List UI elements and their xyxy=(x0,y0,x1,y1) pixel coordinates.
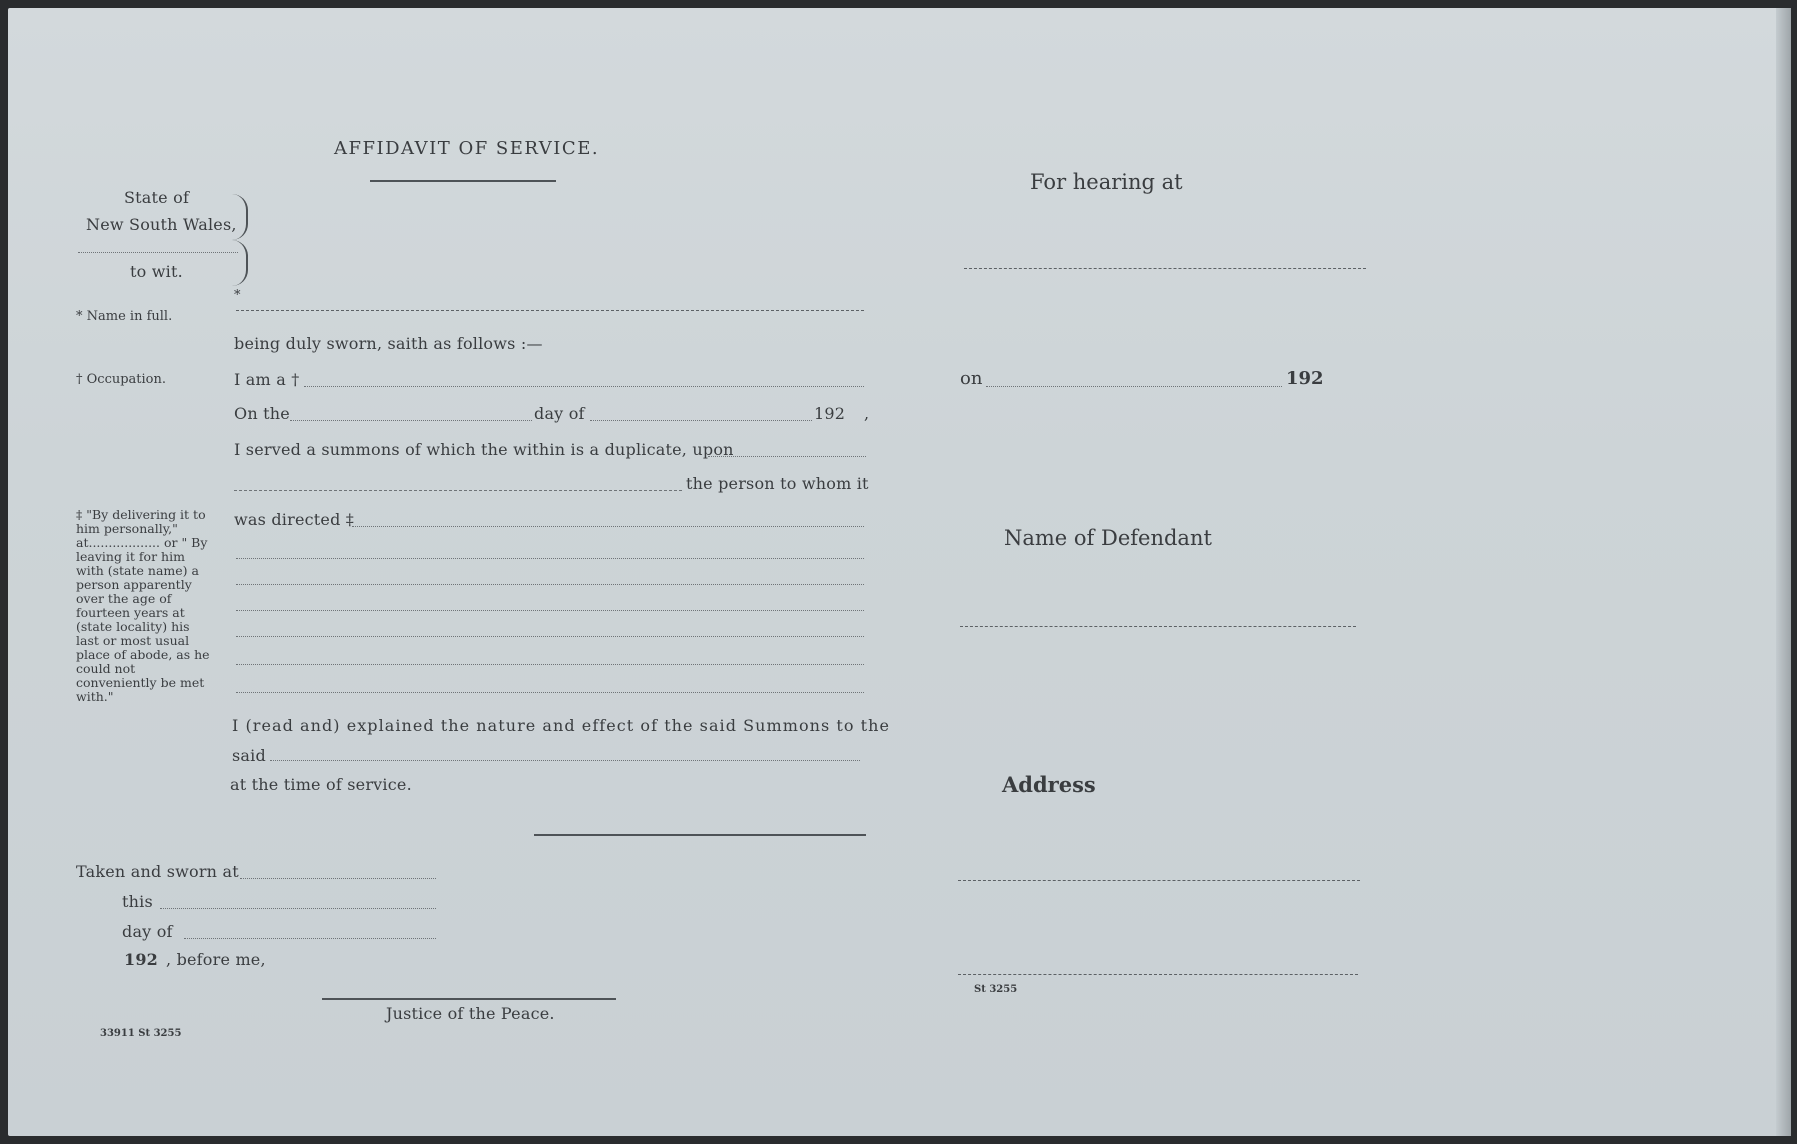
hearing-label: For hearing at xyxy=(1030,170,1183,194)
iama-text: I am a † xyxy=(234,370,300,389)
day-field[interactable] xyxy=(290,420,532,421)
explained-text: I (read and) explained the nature and effect of the said Summons to the xyxy=(232,716,891,735)
defendant-label: Name of Defendant xyxy=(1004,526,1212,550)
before-text: , before me, xyxy=(166,950,266,969)
said-text: said xyxy=(232,746,266,765)
title-underline xyxy=(370,180,556,182)
service-line-4[interactable] xyxy=(236,636,864,637)
directed-field[interactable] xyxy=(352,526,864,527)
jurisdiction-line1: State of xyxy=(124,188,190,207)
taken-text: Taken and sworn at xyxy=(76,862,239,881)
person-text: the person to whom it xyxy=(686,474,869,493)
note-name: * Name in full. xyxy=(76,309,173,324)
said-field[interactable] xyxy=(270,760,860,761)
hearing-field[interactable] xyxy=(964,268,1366,269)
time-text: at the time of service. xyxy=(230,775,412,794)
day-of-2-text: day of xyxy=(122,922,173,941)
jurisdiction-blank[interactable] xyxy=(78,252,238,253)
note-service: ‡ "By delivering it to him personally," at.................. or " By leaving it for him with (state name) a person apparently over the age of fourteen years at (state locality) his last or most usual place of abode, as he could not conveniently be met with." xyxy=(76,507,210,704)
address-field-1[interactable] xyxy=(958,880,1360,881)
on-year: 192 xyxy=(1286,368,1324,389)
directed-text: was directed ‡ xyxy=(234,510,354,529)
on-date-field[interactable] xyxy=(986,386,1282,387)
deponent-signature-line[interactable] xyxy=(534,834,866,836)
affidavit-sheet xyxy=(8,8,1791,1136)
note-occupation: † Occupation. xyxy=(76,372,167,387)
year2-text: 192 xyxy=(124,950,158,969)
right-ref: St 3255 xyxy=(974,984,1018,995)
service-line-3[interactable] xyxy=(236,610,864,611)
brace-top xyxy=(232,194,248,240)
this-text: this xyxy=(122,892,153,911)
jurisdiction-line2: New South Wales, xyxy=(86,215,237,234)
on-the-text: On the xyxy=(234,404,290,423)
service-line-2[interactable] xyxy=(236,584,864,585)
form-title: AFFIDAVIT OF SERVICE. xyxy=(334,138,600,159)
jp-text: Justice of the Peace. xyxy=(386,1004,555,1023)
service-line-5[interactable] xyxy=(236,664,864,665)
taken-at-field[interactable] xyxy=(240,878,436,879)
name-field[interactable] xyxy=(236,310,864,311)
this-field[interactable] xyxy=(160,908,436,909)
day-of-2-field[interactable] xyxy=(184,938,436,939)
brace-bottom xyxy=(232,240,248,286)
left-ref: 33911 St 3255 xyxy=(100,1028,182,1039)
comma-text: , xyxy=(864,404,870,423)
defendant-field[interactable] xyxy=(960,626,1356,627)
address-field-2[interactable] xyxy=(958,974,1358,975)
occupation-field[interactable] xyxy=(304,386,864,387)
month-field[interactable] xyxy=(590,420,812,421)
star-mark: * xyxy=(234,288,241,303)
served-text: I served a summons of which the within is a duplicate, upon xyxy=(234,440,734,459)
page-edge-shadow xyxy=(1776,8,1791,1136)
service-line-6[interactable] xyxy=(236,692,864,693)
sworn-text: being duly sworn, saith as follows :— xyxy=(234,334,543,353)
jurisdiction-line3: to wit. xyxy=(130,262,183,281)
year-text: 192 xyxy=(814,404,846,423)
address-label: Address xyxy=(1002,772,1096,797)
on-label: on xyxy=(960,368,983,389)
person-field[interactable] xyxy=(234,490,682,491)
day-of-text: day of xyxy=(534,404,585,423)
served-upon-field[interactable] xyxy=(708,456,866,457)
service-line-1[interactable] xyxy=(236,558,864,559)
jp-signature-line[interactable] xyxy=(322,998,616,1000)
